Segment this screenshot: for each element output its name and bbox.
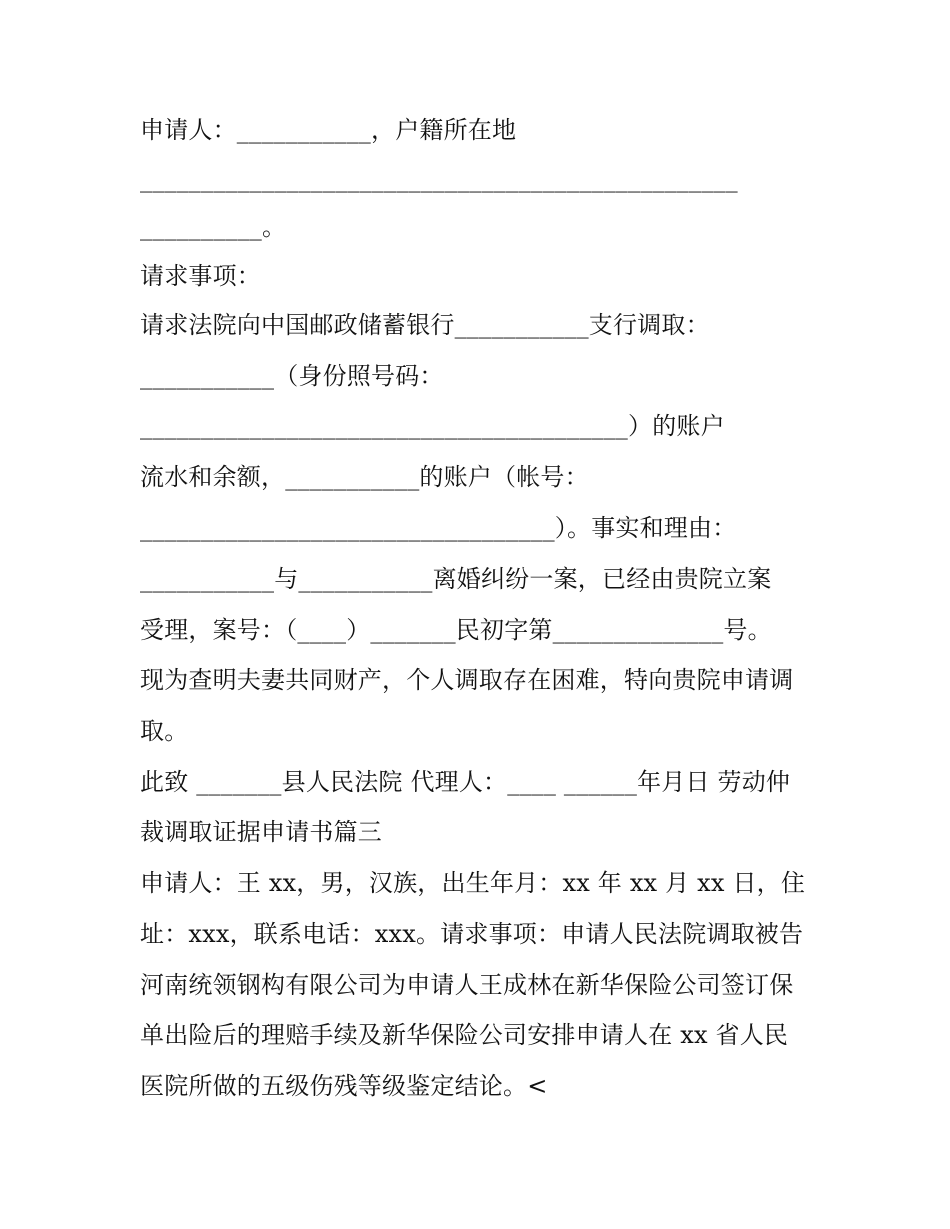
address-blank-line: _________________________________________________ [140, 165, 738, 193]
body-line: 址：xxx，联系电话：xxx。请求事项：申请人民法院调取被告 [140, 920, 804, 948]
body-line: 医院所做的五级伤残等级鉴定结论。< [140, 1072, 548, 1100]
body-line: 河南统领钢构有限公司为申请人王成林在新华保险公司签订保 [140, 971, 794, 999]
body-line: 受理，案号：（____）_______民初字第______________号。 [140, 616, 772, 644]
body-line: 单出险后的理赔手续及新华保险公司安排申请人在 xx 省人民 [140, 1021, 789, 1049]
request-heading: 请求事项： [140, 262, 261, 290]
body-line: 取。 [140, 717, 189, 745]
section-title: 裁调取证据申请书篇三 [140, 818, 382, 846]
body-line: ________________________________________）的账户 [140, 412, 725, 440]
applicant-line: 申请人：___________，户籍所在地 [140, 116, 517, 144]
body-line: ___________与___________离婚纠纷一案，已经由贵院立案 [140, 565, 772, 593]
address-blank-end-line: __________。 [140, 213, 287, 241]
body-line: 现为查明夫妻共同财产，个人调取存在困难，特向贵院申请调 [140, 666, 794, 694]
closing-line: 此致 _______县人民法院 代理人：____ ______年月日 劳动仲 [140, 768, 791, 796]
body-line: 申请人：王 xx，男，汉族，出生年月：xx 年 xx 月 xx 日，住 [140, 869, 806, 897]
body-line: __________________________________）。事实和理由： [140, 514, 737, 542]
body-line: 流水和余额，___________的账户（帐号： [140, 463, 589, 491]
body-line: ___________（身份照号码： [140, 362, 444, 390]
body-line: 请求法院向中国邮政储蓄银行___________支行调取： [140, 311, 710, 339]
